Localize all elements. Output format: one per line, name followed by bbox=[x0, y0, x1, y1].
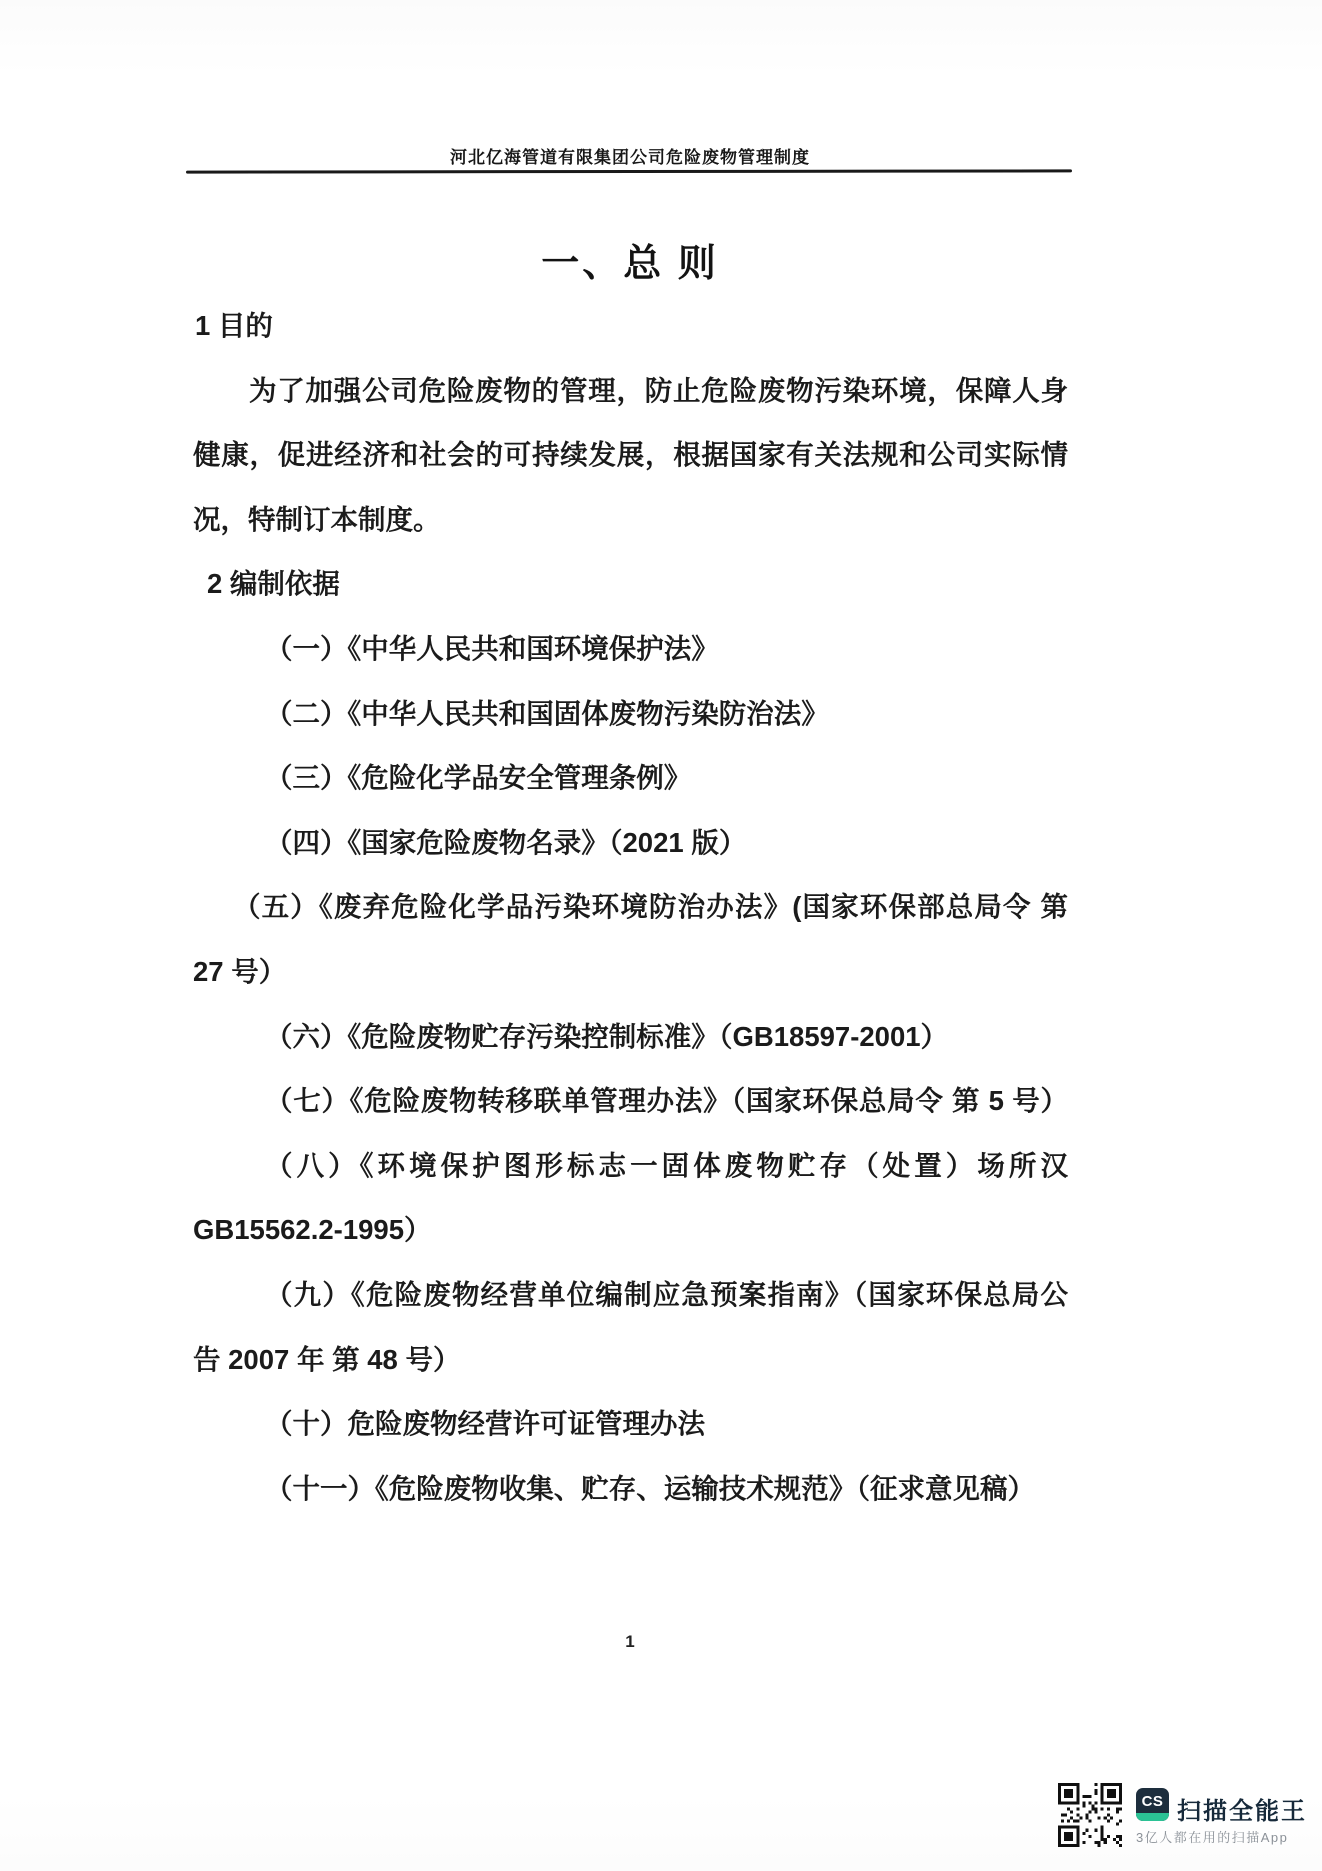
body-line: 为了加强公司危险废物的管理，防止危险废物污染环境，保障人身 bbox=[249, 374, 1068, 406]
body-line: （六）《危险废物贮存污染控制标准》（GB18597-2001） bbox=[265, 1020, 949, 1052]
body-line: 2 编制依据 bbox=[207, 568, 340, 600]
body-line: GB15562.2-1995） bbox=[193, 1214, 432, 1246]
body-line: （三）《危险化学品安全管理条例》 bbox=[265, 762, 692, 794]
scanner-app-tagline: 3亿人都在用的扫描App bbox=[1136, 1830, 1289, 1845]
body-line: 27 号） bbox=[193, 955, 287, 987]
camscanner-logo-letters: CS bbox=[1141, 1792, 1164, 1810]
page-header: 河北亿海管道有限集团公司危险废物管理制度 bbox=[450, 148, 810, 167]
camscanner-logo-strip bbox=[1136, 1813, 1169, 1821]
body-line: （二）《中华人民共和国固体废物污染防治法》 bbox=[265, 697, 829, 729]
body-line: （七）《危险废物转移联单管理办法》（国家环保总局令 第 5 号） bbox=[265, 1085, 1068, 1117]
body-line: （十）危险废物经营许可证管理办法 bbox=[265, 1408, 705, 1440]
body-line: （四）《国家危险废物名录》（2021 版） bbox=[265, 826, 747, 858]
body-line: 1 目的 bbox=[195, 310, 273, 341]
body-line: （十一）《危险废物收集、贮存、运输技术规范》（征求意见稿） bbox=[265, 1472, 1035, 1504]
body-line: （九）《危险废物经营单位编制应急预案指南》（国家环保总局公 bbox=[265, 1278, 1068, 1310]
body-line: （五）《废弃危险化学品污染环境防治办法》(国家环保部总局令 第 bbox=[233, 891, 1068, 923]
body-line: （八）《环境保护图形标志一固体废物贮存（处置）场所汉 bbox=[265, 1149, 1068, 1181]
qr-code-icon bbox=[1058, 1783, 1122, 1847]
scanner-app-name: 扫描全能王 bbox=[1177, 1798, 1307, 1825]
document-title: 一、总 则 bbox=[541, 243, 719, 285]
document-body bbox=[193, 294, 1068, 1521]
body-line: 健康，促进经济和社会的可持续发展，根据国家有关法规和公司实际情 bbox=[193, 439, 1068, 471]
page-number: 1 bbox=[625, 1632, 635, 1651]
body-line: 况，特制订本制度。 bbox=[193, 503, 441, 535]
body-line: （一）《中华人民共和国环境保护法》 bbox=[265, 632, 719, 664]
header-divider bbox=[186, 169, 1072, 173]
body-line: 告 2007 年 第 48 号） bbox=[193, 1343, 461, 1375]
camscanner-logo-icon bbox=[1136, 1788, 1169, 1821]
